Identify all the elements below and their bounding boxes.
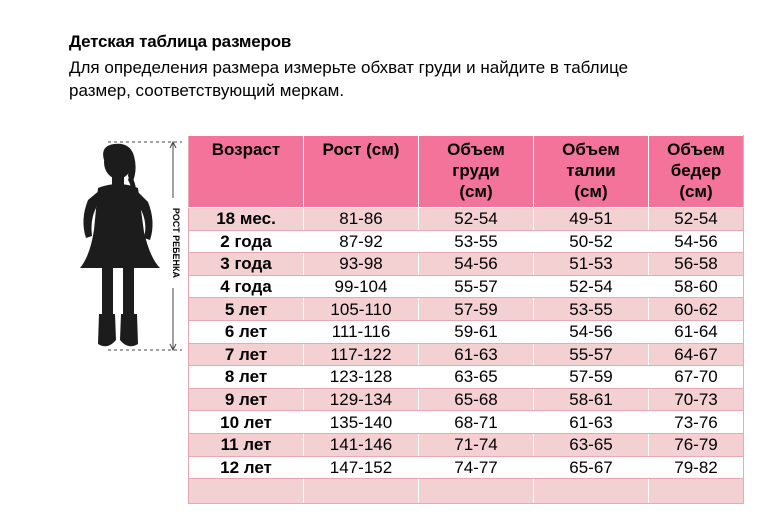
- figure-label: РОСТ РЕБЕНКА: [171, 207, 181, 279]
- age-cell: 8 лет: [189, 366, 304, 389]
- size-cell: 54-56: [534, 320, 649, 343]
- size-cell: 52-54: [649, 208, 744, 231]
- empty-cell: [189, 479, 304, 504]
- size-cell: 117-122: [304, 343, 419, 366]
- size-cell: 93-98: [304, 253, 419, 276]
- size-cell: 65-68: [419, 388, 534, 411]
- size-table: [188, 135, 744, 504]
- age-cell: 3 года: [189, 253, 304, 276]
- size-cell: 68-71: [419, 411, 534, 434]
- child-height-figure: [78, 140, 188, 355]
- header-hips: Объем бедер (см): [649, 136, 744, 208]
- size-cell: 61-63: [419, 343, 534, 366]
- size-cell: 141-146: [304, 433, 419, 456]
- table-row: [189, 456, 744, 479]
- header-height: Рост (см): [304, 136, 419, 208]
- table-row: [189, 366, 744, 389]
- size-cell: 49-51: [534, 208, 649, 231]
- empty-cell: [304, 479, 419, 504]
- size-cell: 61-64: [649, 320, 744, 343]
- description-line: размер, соответствующий меркам.: [69, 81, 345, 100]
- size-cell: 105-110: [304, 298, 419, 321]
- age-cell: 2 года: [189, 230, 304, 253]
- age-cell: 7 лет: [189, 343, 304, 366]
- header-chest: Объем груди (см): [419, 136, 534, 208]
- size-cell: 50-52: [534, 230, 649, 253]
- size-cell: 147-152: [304, 456, 419, 479]
- size-cell: 57-59: [534, 366, 649, 389]
- size-cell: 57-59: [419, 298, 534, 321]
- size-cell: 135-140: [304, 411, 419, 434]
- table-row: [189, 230, 744, 253]
- size-cell: 63-65: [534, 433, 649, 456]
- size-cell: 59-61: [419, 320, 534, 343]
- header-age: Возраст: [189, 136, 304, 208]
- age-cell: 12 лет: [189, 456, 304, 479]
- table-row: [189, 320, 744, 343]
- size-cell: 54-56: [649, 230, 744, 253]
- size-cell: 58-60: [649, 275, 744, 298]
- size-cell: 123-128: [304, 366, 419, 389]
- age-cell: 11 лет: [189, 433, 304, 456]
- size-cell: 58-61: [534, 388, 649, 411]
- age-cell: 9 лет: [189, 388, 304, 411]
- size-cell: 79-82: [649, 456, 744, 479]
- size-cell: 76-79: [649, 433, 744, 456]
- table-row: [189, 208, 744, 231]
- size-cell: 54-56: [419, 253, 534, 276]
- table-empty-row: [189, 479, 744, 504]
- size-cell: 52-54: [419, 208, 534, 231]
- size-cell: 56-58: [649, 253, 744, 276]
- size-cell: 61-63: [534, 411, 649, 434]
- size-cell: 87-92: [304, 230, 419, 253]
- age-cell: 4 года: [189, 275, 304, 298]
- size-cell: 67-70: [649, 366, 744, 389]
- age-cell: 6 лет: [189, 320, 304, 343]
- size-cell: 65-67: [534, 456, 649, 479]
- table-row: [189, 343, 744, 366]
- age-cell: 10 лет: [189, 411, 304, 434]
- size-cell: 51-53: [534, 253, 649, 276]
- size-cell: 52-54: [534, 275, 649, 298]
- size-cell: 81-86: [304, 208, 419, 231]
- size-cell: 64-67: [649, 343, 744, 366]
- header-waist: Объем талии (см): [534, 136, 649, 208]
- empty-cell: [649, 479, 744, 504]
- size-cell: 111-116: [304, 320, 419, 343]
- size-cell: 60-62: [649, 298, 744, 321]
- table-header-row: [189, 136, 744, 208]
- size-cell: 53-55: [534, 298, 649, 321]
- size-cell: 55-57: [534, 343, 649, 366]
- size-cell: 63-65: [419, 366, 534, 389]
- age-cell: 5 лет: [189, 298, 304, 321]
- size-cell: 99-104: [304, 275, 419, 298]
- page-title: Детская таблица размеров: [69, 32, 292, 51]
- child-silhouette-icon: [80, 144, 160, 347]
- size-cell: 53-55: [419, 230, 534, 253]
- description: [69, 56, 749, 102]
- size-cell: 129-134: [304, 388, 419, 411]
- table-row: [189, 253, 744, 276]
- size-cell: 71-74: [419, 433, 534, 456]
- age-cell: 18 мес.: [189, 208, 304, 231]
- table-row: [189, 298, 744, 321]
- empty-cell: [534, 479, 649, 504]
- table-row: [189, 388, 744, 411]
- size-cell: 55-57: [419, 275, 534, 298]
- size-cell: 73-76: [649, 411, 744, 434]
- table-row: [189, 433, 744, 456]
- table-row: [189, 411, 744, 434]
- size-cell: 74-77: [419, 456, 534, 479]
- table-row: [189, 275, 744, 298]
- description-line: Для определения размера измерьте обхват груди и найдите в таблице: [69, 58, 629, 77]
- empty-cell: [419, 479, 534, 504]
- size-cell: 70-73: [649, 388, 744, 411]
